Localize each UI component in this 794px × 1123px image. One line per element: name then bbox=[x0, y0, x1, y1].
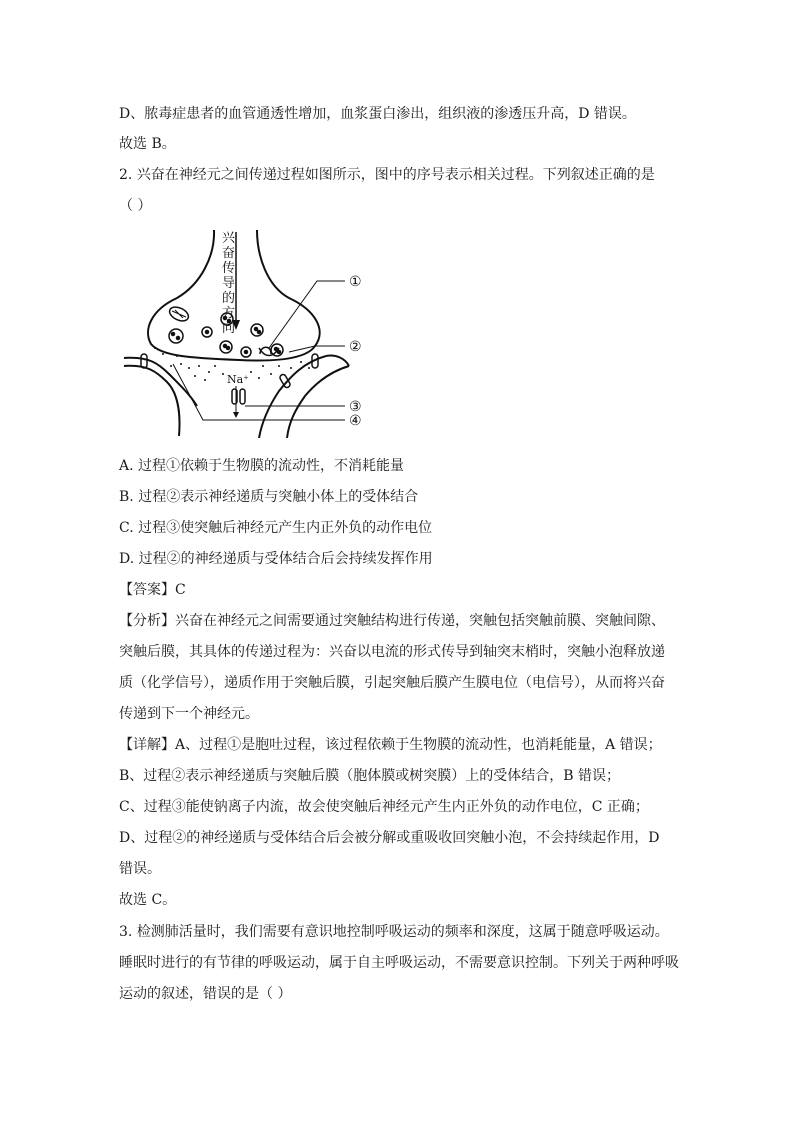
arrow-label-char: 向 bbox=[222, 321, 236, 336]
marker-3: ③ bbox=[349, 399, 362, 415]
q2-option-b: B. 过程②表示神经递质与突触小体上的受体结合 bbox=[119, 489, 419, 505]
q2-analysis-line: 【分析】兴奋在神经元之间需要通过突触结构进行传递，突触包括突触前膜、突触间隙、 bbox=[119, 613, 665, 629]
arrow-label-char: 传 bbox=[222, 261, 236, 276]
q2-detail-line: 错误。 bbox=[119, 861, 161, 877]
q2-analysis-line: 突触后膜，其具体的传递过程为：兴奋以电流的形式传导到轴突末梢时，突触小泡释放递 bbox=[119, 644, 665, 660]
arrow-label-char: 导 bbox=[222, 276, 236, 291]
q2-option-c: C. 过程③使突触后神经元产生内正外负的动作电位 bbox=[119, 520, 433, 536]
q2-analysis-line: 质（化学信号），递质作用于突触后膜，引起突触后膜产生膜电位（电信号），从而将兴奋 bbox=[119, 675, 665, 691]
q2-detail-line: C、过程③能使钠离子内流，故会使突触后神经元产生内正外负的动作电位，C 正确； bbox=[119, 799, 649, 815]
q3-stem-line: 3. 检测肺活量时，我们需要有意识地控制呼吸运动的频率和深度，这属于随意呼吸运动。 bbox=[119, 924, 669, 940]
q2-answer: 【答案】C bbox=[119, 582, 186, 598]
q2-stem: 2. 兴奋在神经元之间传递过程如图所示，图中的序号表示相关过程。下列叙述正确的是 bbox=[119, 167, 655, 183]
marker-1: ① bbox=[349, 274, 362, 290]
sodium-ion-label: Na⁺ bbox=[227, 373, 249, 386]
leader-lines bbox=[173, 281, 345, 420]
q3-stem-line: 运动的叙述，错误的是（ ） bbox=[119, 986, 292, 1002]
q2-answer-paren: （ ） bbox=[119, 198, 152, 214]
arrow-label-char: 奋 bbox=[222, 246, 236, 261]
q2-option-d: D. 过程②的神经递质与受体结合后会持续发挥作用 bbox=[119, 551, 433, 567]
q2-analysis-line: 传递到下一个神经元。 bbox=[119, 706, 259, 722]
q1-option-d-explanation: D、脓毒症患者的血管通透性增加，血浆蛋白渗出，组织液的渗透压升高，D 错误。 bbox=[119, 106, 636, 122]
q1-answer-line: 故选 B。 bbox=[119, 136, 176, 152]
marker-2: ② bbox=[349, 339, 362, 355]
q2-answer-line: 故选 C。 bbox=[119, 892, 177, 908]
marker-4: ④ bbox=[349, 413, 362, 429]
synapse-diagram bbox=[119, 226, 379, 438]
arrow-label-char: 方 bbox=[222, 306, 236, 321]
q3-stem-line: 睡眠时进行的有节律的呼吸运动，属于自主呼吸运动，不需要意识控制。下列关于两种呼吸 bbox=[119, 955, 679, 971]
q2-detail-line: B、过程②表示神经递质与突触后膜（胞体膜或树突膜）上的受体结合，B 错误； bbox=[119, 768, 621, 784]
arrow-label-char: 兴 bbox=[222, 231, 236, 246]
q2-option-a: A. 过程①依赖于生物膜的流动性，不消耗能量 bbox=[119, 458, 405, 474]
postsynaptic-membrane bbox=[124, 356, 326, 438]
q2-detail-line: D、过程②的神经递质与受体结合后会被分解或重吸收回突触小泡，不会持续起作用，D bbox=[119, 830, 660, 846]
arrow-label-vertical bbox=[222, 231, 236, 336]
arrow-label-char: 的 bbox=[222, 291, 236, 306]
q2-detail-line: 【详解】A、过程①是胞吐过程，该过程依赖于生物膜的流动性，也消耗能量，A 错误； bbox=[119, 737, 662, 753]
